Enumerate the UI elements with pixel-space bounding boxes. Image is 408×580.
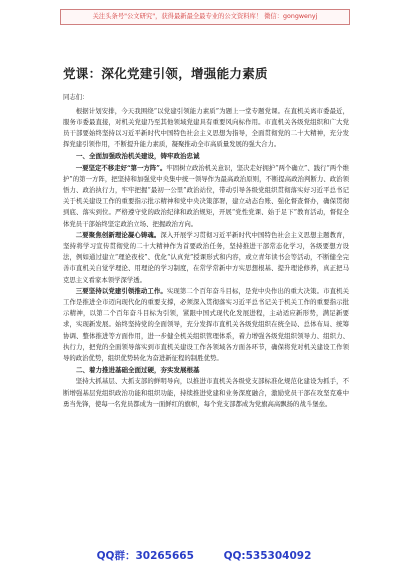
section-1-paragraph-1 [63, 163, 349, 230]
footer-contact [0, 548, 408, 563]
intro-paragraph: 根据计划安排，今天我围绕“以党建引领能力素质”为题上一堂专题党课。在直机关离市委最近，服务市委最直接，对机关党建乃至其他领域党建具有重要风向标作用。市直机关各级党组织和广大党员干部要始终坚持以习近平新时代中国特色社会主义思想为指导，全面贯彻党的二十大精神，充分发挥党建引领作用，不断提升能力素质，凝聚推动全市高质量发展的强大合力。 [63, 106, 349, 149]
qq-text: QQ:535304092 [223, 550, 312, 562]
salutation: 同志们： [63, 93, 89, 101]
qq-group-text: QQ群：30265665 [96, 550, 194, 562]
section-1-paragraph-2 [63, 230, 349, 286]
document-body [63, 64, 349, 410]
page-title: 党课：深化党建引领，增强能力素质 [63, 66, 268, 81]
header-banner: 关注头条号"公文研究"，获得最新最全最专业的公文资料库！ 微信：gongwenyj [60, 9, 350, 25]
paragraph-body: 深入开展学习贯彻习近平新时代中国特色社会主义思想主题教育，坚持将学习宣传贯彻党的二十大精神作为首要政治任务，坚持推进干部常态化学习，各级要想方设法，例如通过建立“理论夜校”、优化“认真党”授课形式和内容，或立青年读书会等活动，不断健全完善市直机关自觉学理论、用理论的学习制度，在常学常新中方实思想根基、提升理论修养，真正把马克思主义看家本领学深学透。 [63, 230, 350, 284]
section-1-heading: 一、全面加强政治机关建设，铸牢政治忠诚 [76, 152, 200, 161]
paragraph-body: 实现第二个百年奋斗目标，是党中央作出的重大决策。市直机关工作是推进全市迈向现代化的重要支撑，必须深入贯彻落实习近平总书记关于机关工作的重要指示批示精神，以第二个百年奋斗目标为引领，紧跟中国式现代化发展进程，主动适应新形势，满足新要求，实现新发展。始终坚持党的全面领导，充分发挥市直机关各级党组织在统全局、总体布局、统筹协调、整体推进等方面作用，进一步健全机关组织管理体系，着力增强各级党组织领导力、组织力、执行力，把党的全面领导落实到市直机关建设工作各领域各方面各环节，确保将党对机关建设工作领导的政治优势，组织优势转化为奋进新征程的制胜优势。 [63, 286, 350, 362]
section-2-paragraph-1: 坚持大抓基层、大抓支部的鲜明导向，以推进市直机关各级党支部标准化规范化建设为抓手，不断增强基层党组织政治功能和组织功能，持续推进党建和业务深度融合，激励党员干部在攻坚克难中勇当先锋，使每一名党员都成为一面鲜红的旗帜，每个党支部都成为党旗高高飘扬的战斗堡垒。 [63, 377, 349, 408]
paragraph-lead: 三要坚持以党建引领推动工作。 [75, 286, 167, 295]
paragraph-body: 牢固树立政治机关意识，坚决走好拥护“两个确立”、践行“两个维护”的第一方阵，把坚持和加强党中央集中统一领导作为最高政治原则，不断提高政治判断力、政治领悟力、政治执行力，牢牢把握“最初一公里”政治站位，带动引导各级党组织贯彻落实好习近平总书记关于机关建设工作的重要指示批示精神和党中央决策部署，建立动态台账、强化督查督办，确保贯彻到底、落实到位。严格遵守党的政治纪律和政治规矩，开展“党性党课、始于足下”教育活动，督促全体党员干部始终坚定政治立场、把握政治方向。 [63, 163, 349, 228]
section-2-heading: 二、着力推进基础全面过硬，夯实发展根基 [76, 366, 200, 375]
paragraph-lead: 一要坚定不移走好“第一方阵”。 [75, 163, 167, 172]
paragraph-lead: 二要聚焦创新理论凝心铸魂。 [75, 230, 161, 239]
section-1-paragraph-3 [63, 286, 349, 364]
